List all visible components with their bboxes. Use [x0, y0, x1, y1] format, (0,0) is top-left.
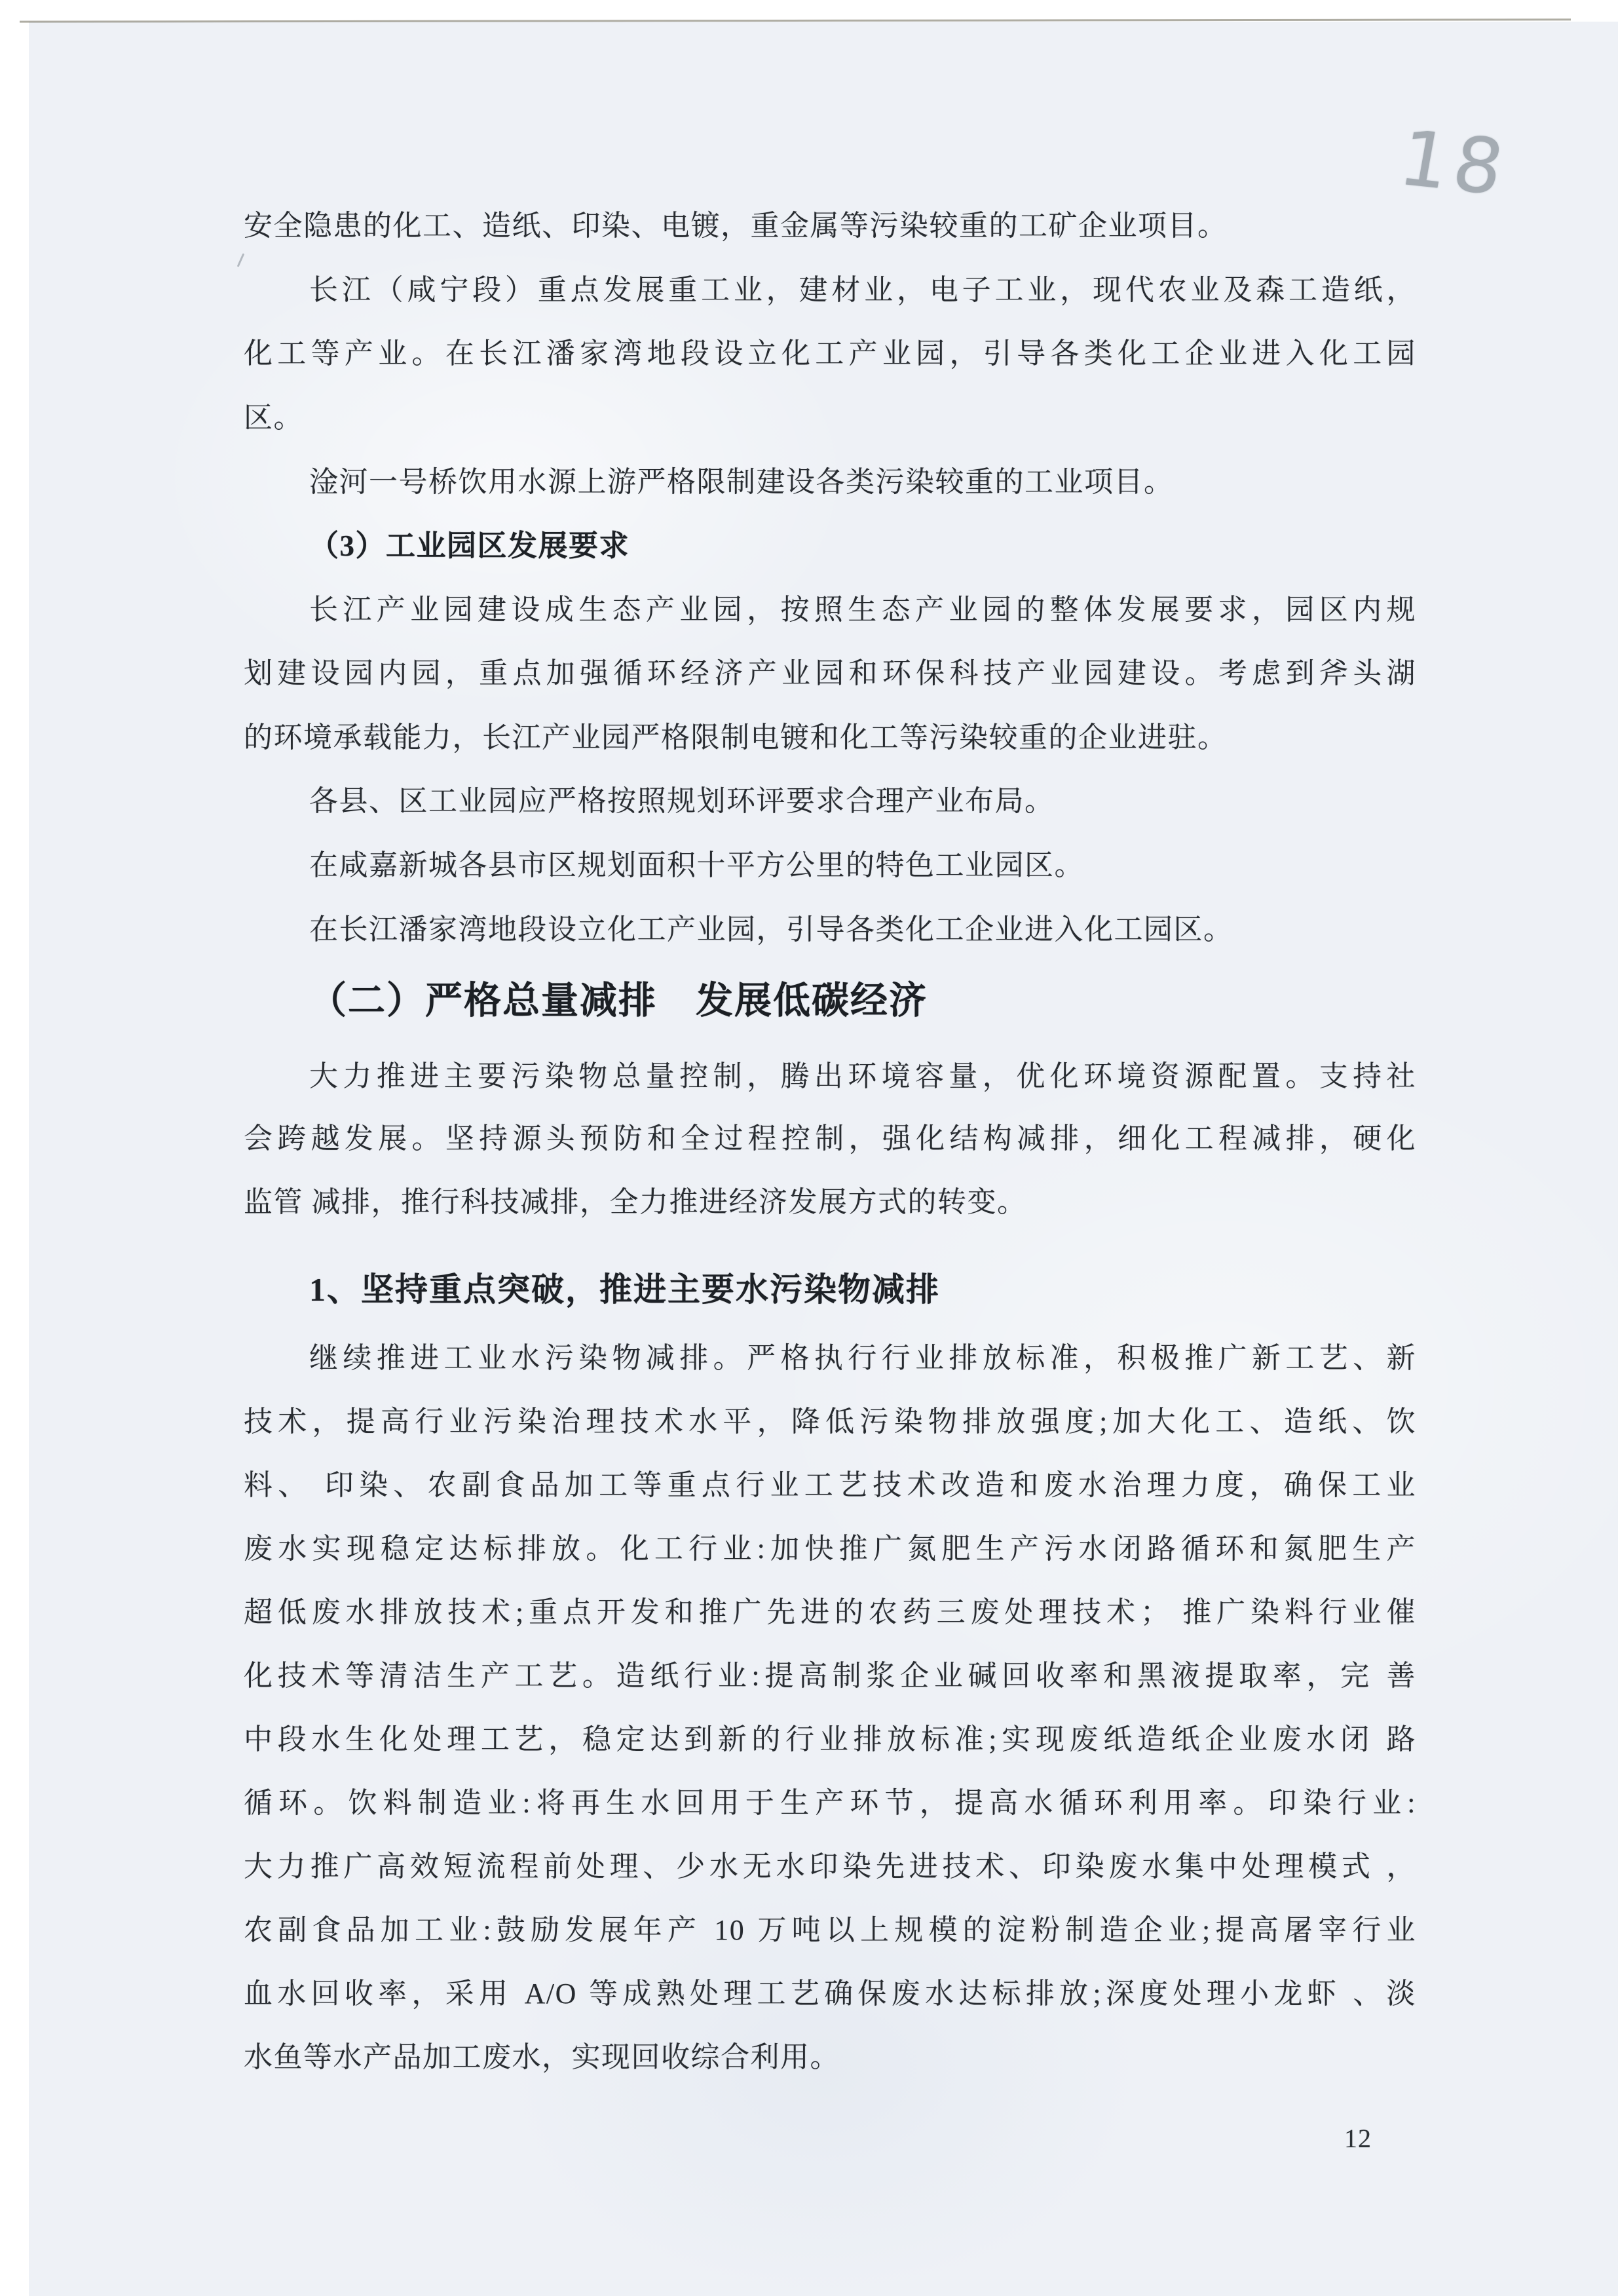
- text-line: 化工等产业。在长江潘家湾地段设立化工产业园，引导各类化工企业进入化工园: [244, 337, 1416, 370]
- text-line: 化技术等清洁生产工艺。造纸行业:提高制浆企业碱回收率和黑液提取率，完 善: [244, 1660, 1416, 1692]
- text-line: 水鱼等水产品加工废水，实现回收综合利用。: [244, 2041, 840, 2073]
- text-line: 技术，提高行业污染治理技术水平，降低污染物排放强度;加大化工、造纸、饮: [244, 1406, 1416, 1438]
- text-line: 在咸嘉新城各县市区规划面积十平方公里的特色工业园区。: [309, 849, 1084, 881]
- text-line: 各县、区工业园应严格按照规划环评要求合理产业布局。: [309, 785, 1055, 817]
- text-line: 监管 减排，推行科技减排，全力推进经济发展方式的转变。: [244, 1186, 1027, 1218]
- text-line: 安全隐患的化工、造纸、印染、电镀，重金属等污染较重的工矿企业项目。: [244, 210, 1228, 242]
- heading-line: （3）工业园区发展要求: [309, 529, 630, 562]
- heading-line: 1、坚持重点突破，推进主要水污染物减排: [309, 1271, 940, 1308]
- text-line: 的环境承载能力，长江产业园严格限制电镀和化工等污染较重的企业进驻。: [244, 721, 1228, 754]
- text-line: 会跨越发展。坚持源头预防和全过程控制，强化结构减排，细化工程减排，硬化: [244, 1122, 1416, 1155]
- text-line: 料、 印染、农副食品加工等重点行业工艺技术改造和废水治理力度，确保工业: [244, 1469, 1416, 1501]
- text-line: 淦河一号桥饮用水源上游严格限制建设各类污染较重的工业项目。: [309, 466, 1174, 498]
- text-line: 循环。饮料制造业:将再生水回用于生产环节，提高水循环利用率。印染行业:: [244, 1787, 1416, 1819]
- text-line: 区。: [244, 402, 303, 434]
- text-line: 在长江潘家湾地段设立化工产业园，引导各类化工企业进入化工园区。: [309, 913, 1233, 946]
- text-line: 大力推广高效短流程前处理、少水无水印染先进技术、印染废水集中处理模式 ，: [244, 1850, 1416, 1883]
- handwritten-page-number: 18: [1393, 114, 1515, 213]
- text-line: 超低废水排放技术;重点开发和推广先进的农药三废处理技术； 推广染料行业催: [244, 1596, 1416, 1628]
- text-line: 长江产业园建设成生态产业园，按照生态产业园的整体发展要求，园区内规: [309, 594, 1416, 626]
- text-line: 划建设园内园，重点加强循环经济产业园和环保科技产业园建设。考虑到斧头湖: [244, 657, 1416, 689]
- text-line: 长江（咸宁段）重点发展重工业，建材业，电子工业，现代农业及森工造纸，: [309, 274, 1416, 306]
- heading-line: （二）严格总量减排 发展低碳经济: [309, 980, 928, 1022]
- text-line: 废水实现稳定达标排放。化工行业:加快推广氮肥生产污水闭路循环和氮肥生产: [244, 1533, 1416, 1565]
- text-line: 继续推进工业水污染物减排。严格执行行业排放标准，积极推广新工艺、新: [309, 1342, 1416, 1374]
- text-line: 大力推进主要污染物总量控制，腾出环境容量，优化环境资源配置。支持社: [309, 1060, 1416, 1092]
- text-line: 中段水生化处理工艺，稳定达到新的行业排放标准;实现废纸造纸企业废水闭 路: [244, 1723, 1416, 1755]
- text-line: 农副食品加工业:鼓励发展年产 10 万吨以上规模的淀粉制造企业;提高屠宰行业: [244, 1914, 1416, 1946]
- printed-page-number: 12: [1344, 2124, 1372, 2153]
- text-line: 血水回收率，采用 A/O 等成熟处理工艺确保废水达标排放;深度处理小龙虾 、淡: [244, 1978, 1416, 2010]
